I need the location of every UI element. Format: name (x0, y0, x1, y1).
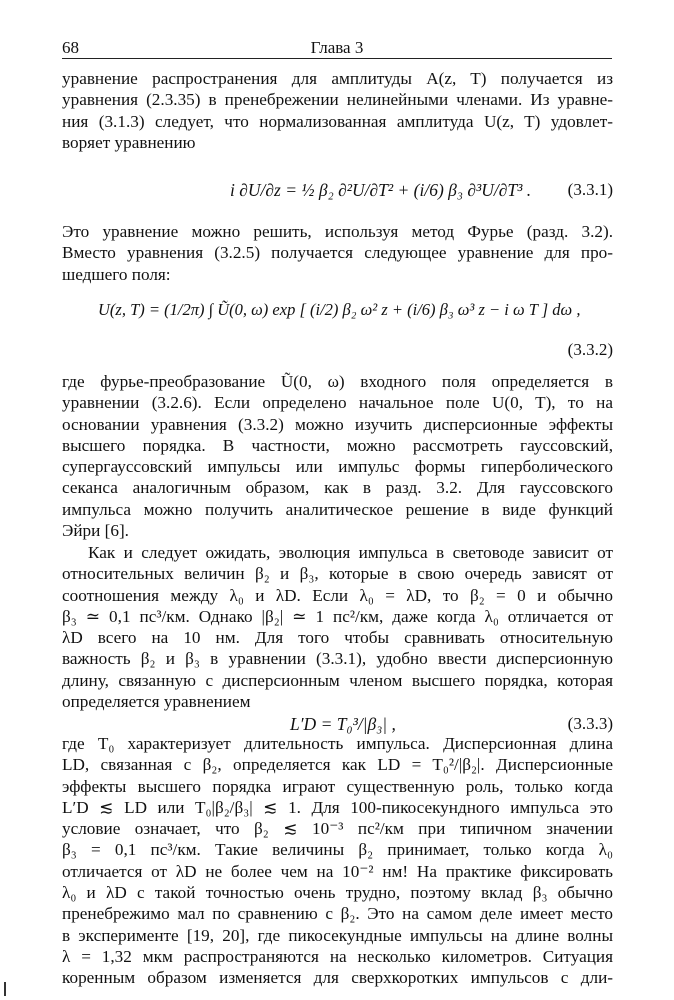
text-line: высшего порядка. В частности, можно рассмотреть гауссовский, (62, 435, 613, 455)
paragraph-5 (62, 733, 613, 989)
text-line: коренным образом изменяется для сверхкоротких импульсов с дли- (62, 968, 613, 988)
text-line: где T₀ характеризует длительность импульса. Дисперсионная длина (62, 734, 613, 753)
text-line: где фурье-преобразование Ũ(0, ω) входного поля определяется в (62, 372, 613, 391)
text-line: шедшего поля: (62, 264, 171, 284)
page-number: 68 (62, 38, 79, 57)
text-line: уравнение распространения для амплитуды A(z, T) получается из (62, 69, 613, 88)
text-line: Эйри [6]. (62, 521, 129, 541)
text-line: β₃ ≃ 0,1 пс³/км. Однако |β₂| ≃ 1 пс²/км, даже когда λ₀ отличается от (62, 606, 613, 626)
text-line: уравнения (2.3.35) в пренебрежении нелинейными членами. Из уравне- (62, 90, 613, 110)
paragraph-1 (62, 68, 613, 153)
equation-number: (3.3.1) (567, 180, 613, 199)
equation-body: U(z, T) = (1/2π) ∫ Ũ(0, ω) exp [ (i/2) β₂ ω² z + (i/6) β₃ ω³ z − i ω T ] dω , (98, 300, 581, 319)
equation-body: i ∂U/∂z = ½ β₂ ∂²U/∂T² + (i/6) β₃ ∂³U/∂T³ . (230, 180, 532, 200)
text-line: важность β₂ и β₃ в уравнении (3.3.1), удобно ввести дисперсионную (62, 649, 613, 669)
text-line: длину, связанную с дисперсионным членом высшего порядка, которая (62, 670, 613, 690)
text-line: в эксперименте [19, 20], где пикосекундные импульсы на длине волны (62, 925, 613, 945)
paragraph-2 (62, 221, 613, 285)
text-line: соотношения между λ₀ и λD. Если λ₀ = λD, то β₂ = 0 и обычно (62, 585, 613, 605)
text-line: относительных величин β₂ и β₃, которые в свою очередь зависят от (62, 564, 613, 584)
text-line: уравнении (3.2.6). Если определено начальное поле U(0, T), то на (62, 393, 613, 413)
text-line: основании уравнения (3.3.2) можно изучить дисперсионные эффекты (62, 414, 613, 434)
text-line: условие означает, что β₂ ≲ 10⁻³ пс²/км при типичном значении (62, 819, 613, 839)
text-line: ния (3.1.3) следует, что нормализованная амплитуда U(z, T) удовлет- (62, 111, 613, 131)
text-line: импульса можно получить аналитическое решение в виде функций (62, 499, 613, 519)
equation-body: L′D = T₀³/|β₃| , (290, 714, 396, 734)
paragraph-4 (62, 542, 613, 712)
text-line: воряет уравнению (62, 132, 196, 152)
text-line: L′D ≲ LD или T₀|β₂/β₃| ≲ 1. Для 100-пикосекундного импульса это (62, 797, 613, 817)
chapter-title: Глава 3 (310, 38, 364, 57)
text-line: секанса аналогичным образом, как в разд. 3.2. Для гауссовского (62, 478, 613, 498)
text-line: пренебрежимо мал по сравнению с β₂. Это на самом деле имеет место (62, 904, 613, 924)
equation-number: (3.3.2) (567, 340, 613, 359)
equation-number: (3.3.3) (567, 714, 613, 733)
text-line: LD, связанная с β₂, определяется как LD = T₀²/|β₂|. Дисперсионные (62, 755, 613, 775)
running-header (62, 36, 612, 59)
text-line: λD всего на 10 нм. Для того чтобы сравнивать относительную (62, 628, 613, 648)
text-line: супергауссовский импульсы или импульс формы гиперболического (62, 457, 613, 477)
equation-3-3-1 (62, 172, 613, 212)
text-line: Это уравнение можно решить, используя метод Фурье (разд. 3.2). (62, 222, 613, 241)
text-line: эффекты высшего порядка играют существенную роль, только когда (62, 776, 613, 796)
text-line: Как и следует ожидать, эволюция импульса в световоде зависит от (88, 543, 613, 562)
text-line: отличается от λD не более чем на 10⁻² нм! На практике фиксировать (62, 861, 613, 881)
text-line: λ = 1,32 мкм распространяются на несколько километров. Ситуация (62, 946, 613, 966)
text-line: λ₀ и λD с такой точностью очень трудно, поэтому вклад β₃ обычно (62, 883, 613, 903)
text-line: определяется уравнением (62, 692, 251, 712)
text-line: Вместо уравнения (3.2.5) получается следующее уравнение для про- (62, 243, 613, 263)
text-line: β₃ = 0,1 пс³/км. Такие величины β₂ принимает, только когда λ₀ (62, 840, 613, 860)
equation-3-3-2 (62, 292, 613, 362)
paragraph-3 (62, 371, 613, 541)
scan-margin-mark (4, 982, 6, 996)
